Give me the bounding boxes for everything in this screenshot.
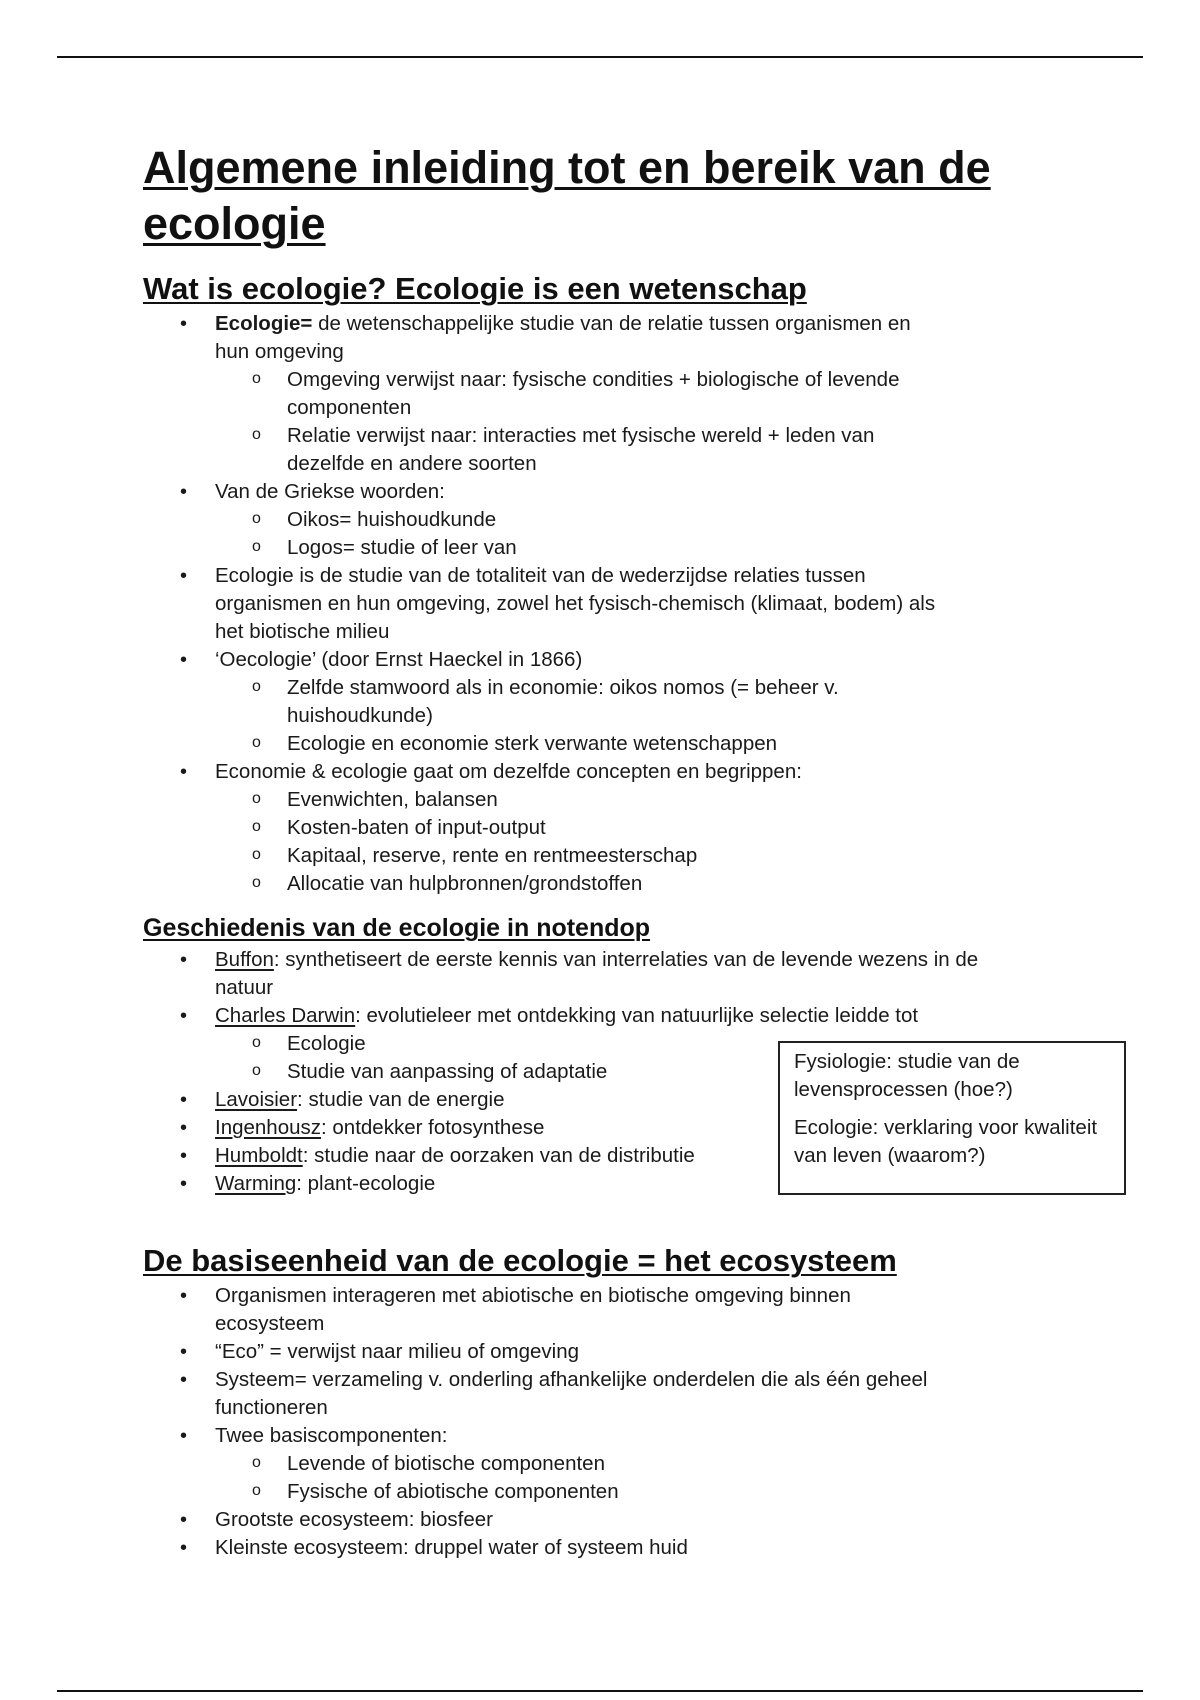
footer-rule [57, 1690, 1143, 1692]
person-name: Humboldt [215, 1144, 303, 1167]
sub-list-item: o Zelfde stamwoord als in economie: oikos nomos (= beheer v. huishoudkunde) [143, 674, 943, 730]
person-name: Ingenhousz [215, 1116, 322, 1139]
definition-box [778, 1041, 1126, 1195]
list-item [143, 1142, 775, 1170]
section-heading-wat-is-ecologie: Wat is ecologie? Ecologie is een wetenschap [143, 271, 807, 306]
sub-list-item: o Fysische of abiotische componenten [143, 1478, 943, 1506]
list-item [143, 1170, 775, 1198]
list-item-text: : evolutieleer met ontdekking van natuurlijke selectie leidde tot [355, 1004, 919, 1027]
sub-list-item: o Ecologie [143, 1030, 1103, 1058]
section-list-basiseenheid [143, 1282, 943, 1562]
person-name: Warming [215, 1172, 297, 1195]
list-item: • Van de Griekse woorden: [143, 478, 943, 506]
list-item: • “Eco” = verwijst naar milieu of omgeving [143, 1338, 943, 1366]
list-item-text: : studie van de energie [297, 1088, 505, 1111]
list-item: • ‘Oecologie’ (door Ernst Haeckel in 1866) [143, 646, 943, 674]
list-item: • Systeem= verzameling v. onderling afhankelijke onderdelen die als één geheel functioneren [143, 1366, 943, 1422]
list-item [143, 1114, 775, 1142]
list-item: • Economie & ecologie gaat om dezelfde concepten en begrippen: [143, 758, 943, 786]
header-rule [57, 56, 1143, 58]
box-text-ecologie: Ecologie: verklaring voor kwaliteit van leven (waarom?) [794, 1116, 1098, 1167]
sub-list-item: o Oikos= huishoudkunde [143, 506, 943, 534]
list-item-text: : studie naar de oorzaken van de distributie [302, 1144, 695, 1167]
person-name: Buffon [215, 948, 274, 971]
list-item [143, 946, 1015, 1002]
section-heading-basiseenheid: De basiseenheid van de ecologie = het ecosysteem [143, 1243, 897, 1278]
sub-list-item: o Studie van aanpassing of adaptatie [143, 1058, 1103, 1086]
page-title: Algemene inleiding tot en bereik van de ecologie [143, 142, 991, 249]
sub-list-item: o Evenwichten, balansen [143, 786, 943, 814]
list-item [143, 310, 943, 366]
box-text-fysiologie: Fysiologie: studie van de levensprocessen (hoe?) [794, 1050, 1020, 1101]
sub-list-item: o Levende of biotische componenten [143, 1450, 943, 1478]
person-name: Lavoisier [215, 1088, 298, 1111]
sub-list-item: o Omgeving verwijst naar: fysische condities + biologische of levende componenten [143, 366, 943, 422]
list-item-text: de wetenschappelijke studie van de relatie tussen organismen en hun omgeving [215, 312, 911, 363]
list-item: • Grootste ecosysteem: biosfeer [143, 1506, 943, 1534]
section-heading-geschiedenis: Geschiedenis van de ecologie in notendop [143, 914, 651, 942]
list-item-text: : synthetiseert de eerste kennis van interrelaties van de levende wezens in de natuur [215, 948, 979, 999]
sub-list-item: o Kosten-baten of input-output [143, 814, 943, 842]
sub-list-item: o Allocatie van hulpbronnen/grondstoffen [143, 870, 943, 898]
sub-list-item: o Ecologie en economie sterk verwante wetenschappen [143, 730, 943, 758]
list-item: • Ecologie is de studie van de totaliteit van de wederzijdse relaties tussen organismen en hun omgeving, zowel het fysisch-chemisch (klimaat, bodem) als het biotische milieu [143, 562, 943, 646]
term-ecologie: Ecologie= [215, 312, 313, 335]
list-item: • Organismen interageren met abiotische en biotische omgeving binnen ecosysteem [143, 1282, 943, 1338]
document-body [143, 140, 1103, 1562]
person-name: Charles Darwin [215, 1004, 356, 1027]
list-item: • Kleinste ecosysteem: druppel water of systeem huid [143, 1534, 943, 1562]
list-item [143, 1002, 1015, 1030]
sub-list-item: o Logos= studie of leer van [143, 534, 943, 562]
sub-list-item: o Kapitaal, reserve, rente en rentmeesterschap [143, 842, 943, 870]
section-list-wat-is-ecologie [143, 310, 943, 898]
list-item [143, 1086, 775, 1114]
sub-list-item: o Relatie verwijst naar: interacties met fysische wereld + leden van dezelfde en andere soorten [143, 422, 943, 478]
list-item-text: : plant-ecologie [296, 1172, 436, 1195]
list-item-text: : ontdekker fotosynthese [321, 1116, 545, 1139]
list-item: • Twee basiscomponenten: [143, 1422, 943, 1450]
